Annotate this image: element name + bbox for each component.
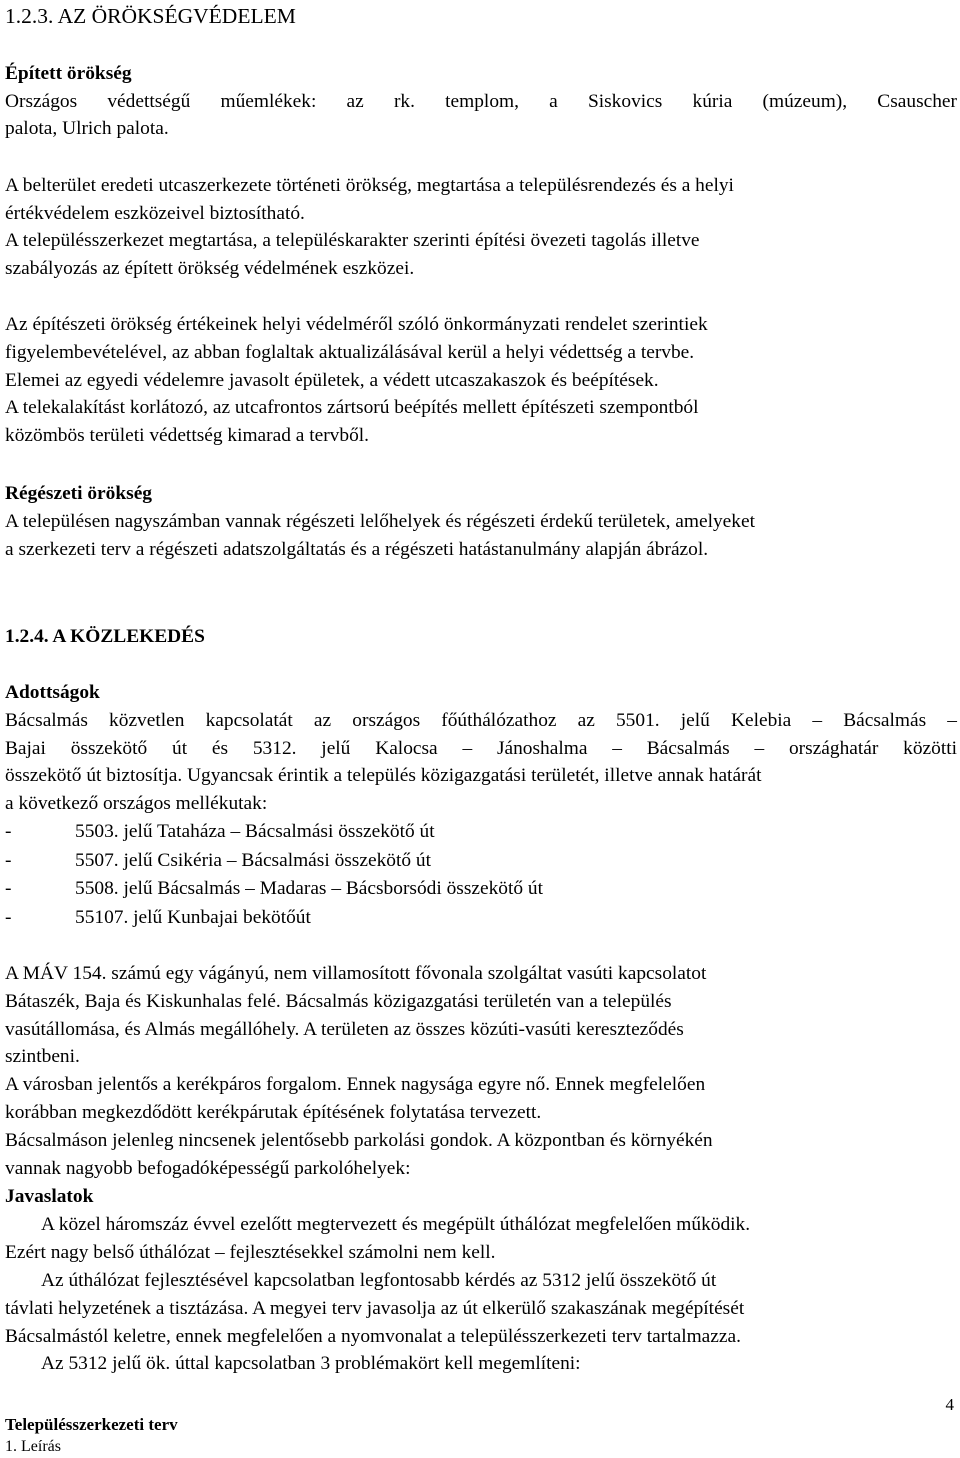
text-line: vasútállomása, és Almás megállóhely. A területen az összes közúti-vasúti kereszteződés — [5, 1019, 684, 1040]
subheading-epitett-orokseg: Épített örökség — [5, 63, 132, 84]
text-line: Bácsalmáson jelenleg nincsenek jelentősebb parkolási gondok. A központban és környékén — [5, 1130, 713, 1151]
page-number: 4 — [945, 1395, 954, 1414]
list-item-text: 5508. jelű Bácsalmás – Madaras – Bácsborsódi összekötő út — [75, 878, 543, 899]
list-dash: - — [5, 821, 12, 842]
subheading-adottsagok: Adottságok — [5, 682, 100, 703]
text-line: Bátaszék, Baja és Kiskunhalas felé. Bácsalmás közigazgatási területén van a település — [5, 991, 672, 1012]
section-heading-kozlekedes: 1.2.4. A KÖZLEKEDÉS — [5, 626, 205, 647]
text-line: értékvédelem eszközeivel biztosítható. — [5, 203, 305, 224]
text-line: szabályozás az épített örökség védelmének eszközei. — [5, 258, 415, 279]
footer-title: Településszerkezeti terv — [5, 1415, 178, 1434]
text-line: Bácsalmás közvetlen kapcsolatát az országos főúthálózathoz az 5501. jelű Kelebia – Bácsalmás – — [5, 710, 957, 731]
subheading-javaslatok: Javaslatok — [5, 1186, 94, 1207]
text-line: Ezért nagy belső úthálózat – fejlesztésekkel számolni nem kell. — [5, 1242, 496, 1263]
text-line: A MÁV 154. számú egy vágányú, nem villamosított fővonala szolgáltat vasúti kapcsolatot — [5, 963, 707, 984]
text-line: Bácsalmástól keletre, ennek megfelelően a nyomvonalat a településszerkezeti terv tartalmazza. — [5, 1326, 741, 1347]
text-line: korábban megkezdődött kerékpárutak építésének folytatása tervezett. — [5, 1102, 542, 1123]
text-line: palota, Ulrich palota. — [5, 118, 169, 139]
text-line: összekötő út biztosítja. Ugyancsak érintik a település közigazgatási területét, illetve annak határát — [5, 765, 762, 786]
text-line: távlati helyzetének a tisztázása. A megyei terv javasolja az út elkerülő szakaszának megépítését — [5, 1298, 745, 1319]
list-dash: - — [5, 878, 12, 899]
text-line: a következő országos mellékutak: — [5, 793, 268, 814]
text-line: vannak nagyobb befogadóképességű parkolóhelyek: — [5, 1158, 411, 1179]
text-line: A telekalakítást korlátozó, az utcafrontos zártsorú beépítés mellett építészeti szempontból — [5, 397, 699, 418]
text-line: A településszerkezet megtartása, a településkarakter szerinti építési övezeti tagolás illetve — [5, 230, 700, 251]
list-dash: - — [5, 850, 12, 871]
text-line: A városban jelentős a kerékpáros forgalom. Ennek nagysága egyre nő. Ennek megfelelően — [5, 1074, 706, 1095]
text-line: Elemei az egyedi védelemre javasolt épületek, a védett utcaszakaszok és beépítések. — [5, 370, 659, 391]
text-line: Az 5312 jelű ök. úttal kapcsolatban 3 problémakört kell megemlíteni: — [41, 1353, 581, 1374]
text-line: a szerkezeti terv a régészeti adatszolgáltatás és a régészeti hatástanulmány alapján ábrázol. — [5, 539, 709, 560]
text-line: Az úthálózat fejlesztésével kapcsolatban legfontosabb kérdés az 5312 jelű összekötő út — [41, 1270, 717, 1291]
text-line: Az építészeti örökség értékeinek helyi védelméről szóló önkormányzati rendelet szerintiek — [5, 314, 708, 335]
text-line: figyelembevételével, az abban foglaltak aktualizálásával kerül a helyi védettség a tervbe. — [5, 342, 695, 363]
text-line: Országos védettségű műemlékek: az rk. templom, a Siskovics kúria (múzeum), Csauscher — [5, 91, 957, 112]
text-line: A településen nagyszámban vannak régészeti lelőhelyek és régészeti érdekű területek, amelyeket — [5, 511, 755, 532]
list-item — [5, 849, 431, 873]
list-item — [5, 877, 543, 901]
list-dash: - — [5, 907, 12, 928]
text-line: A közel háromszáz évvel ezelőtt megtervezett és megépült úthálózat megfelelően működik. — [41, 1214, 751, 1235]
text-line: szintbeni. — [5, 1046, 80, 1067]
list-item-text: 55107. jelű Kunbajai bekötőút — [75, 907, 311, 928]
section-heading-oroksegvedelem: 1.2.3. AZ ÖRÖKSÉGVÉDELEM — [5, 4, 296, 28]
text-line: Bajai összekötő út és 5312. jelű Kalocsa – Jánoshalma – Bácsalmás – országhatár közötti — [5, 738, 957, 759]
list-item — [5, 820, 435, 844]
list-item-text: 5503. jelű Tataháza – Bácsalmási összekötő út — [75, 821, 435, 842]
list-item-text: 5507. jelű Csikéria – Bácsalmási összekötő út — [75, 850, 431, 871]
footer-subtitle: 1. Leírás — [5, 1438, 61, 1455]
text-line: A belterület eredeti utcaszerkezete történeti örökség, megtartása a településrendezés és a helyi — [5, 175, 734, 196]
list-item — [5, 906, 311, 930]
subheading-regeszeti-orokseg: Régészeti örökség — [5, 483, 152, 504]
text-line: közömbös területi védettség kimarad a tervből. — [5, 425, 370, 446]
